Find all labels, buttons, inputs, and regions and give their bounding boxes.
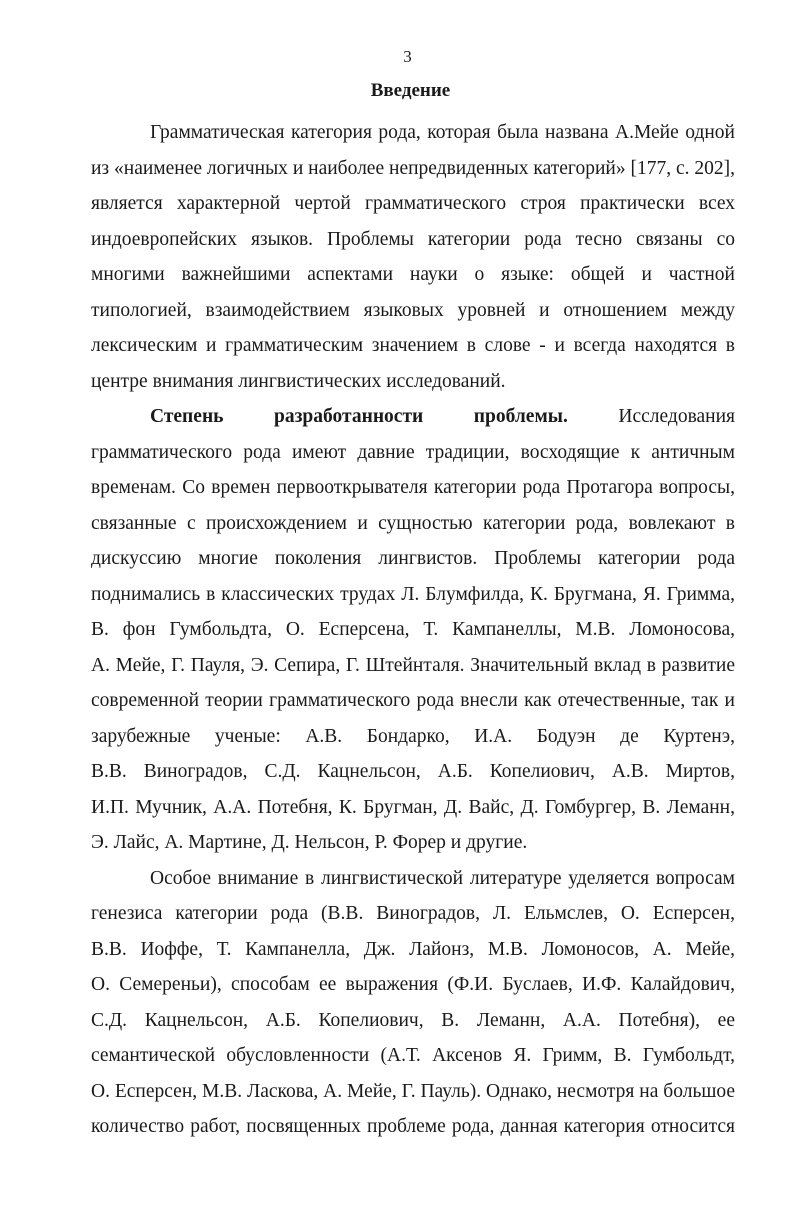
text-line xyxy=(150,403,735,431)
text-line: современной теории грамматического рода внесли как отечественные, так и xyxy=(91,690,735,711)
text-line: поднимались в классических трудах Л. Блумфилда, К. Бругмана, Я. Гримма, xyxy=(91,584,735,605)
text-line: связанные с происхождением и сущностью категории рода, вовлекают в xyxy=(91,513,735,534)
text-line: лексическим и грамматическим значением в слове - и всегда находятся в xyxy=(91,335,735,356)
text-line: генезиса категории рода (В.В. Виноградов, Л. Ельмслев, О. Есперсен, xyxy=(91,903,735,924)
bold-lead-in: Степень разработанности проблемы. xyxy=(150,406,568,427)
text-line: Грамматическая категория рода, которая была названа А.Мейе одной xyxy=(150,122,735,143)
text-line: из «наименее логичных и наиболее непредвиденных категорий» [177, с. 202], xyxy=(91,158,735,179)
text-line: центре внимания лингвистических исследований. xyxy=(91,371,506,392)
text-line: индоевропейских языков. Проблемы категории рода тесно связаны со xyxy=(91,229,735,250)
text-line: О. Семереньи), способам ее выражения (Ф.И. Буслаев, И.Ф. Калайдович, xyxy=(91,974,735,995)
text-line: В.В. Виноградов, С.Д. Кацнельсон, А.Б. Копелиович, А.В. Миртов, xyxy=(91,761,735,782)
section-heading: Введение xyxy=(370,80,451,101)
text-line: зарубежные ученые: А.В. Бондарко, И.А. Бодуэн де Куртенэ, xyxy=(91,726,735,747)
text-line: В.В. Иоффе, Т. Кампанелла, Дж. Лайонз, М.В. Ломоносов, А. Мейе, xyxy=(91,939,735,960)
text-line: количество работ, посвященных проблеме рода, данная категория относится xyxy=(91,1116,735,1137)
text-line: типологией, взаимодействием языковых уровней и отношением между xyxy=(91,300,735,321)
text-line: В. фон Гумбольдта, О. Есперсена, Т. Кампанеллы, М.В. Ломоносова, xyxy=(91,619,735,640)
text-line: И.П. Мучник, А.А. Потебня, К. Бругман, Д. Вайс, Д. Гомбургер, В. Леманн, xyxy=(91,797,735,818)
text-line: временам. Со времен первооткрывателя категории рода Протагора вопросы, xyxy=(91,477,735,498)
text-line: Э. Лайс, А. Мартине, Д. Нельсон, Р. Форер и другие. xyxy=(91,832,528,853)
text-line: семантической обусловленности (А.Т. Аксенов Я. Гримм, В. Гумбольдт, xyxy=(91,1045,735,1066)
page-number: 3 xyxy=(403,47,412,66)
text-line: Особое внимание в лингвистической литературе уделяется вопросам xyxy=(150,868,735,889)
text-fragment: Исследования xyxy=(618,406,735,427)
text-line: многими важнейшими аспектами науки о языке: общей и частной xyxy=(91,264,735,285)
text-line: А. Мейе, Г. Пауля, Э. Сепира, Г. Штейнталя. Значительный вклад в развитие xyxy=(91,655,735,676)
text-line: является характерной чертой грамматического строя практически всех xyxy=(91,193,735,214)
text-line: О. Есперсен, М.В. Ласкова, А. Мейе, Г. Пауль). Однако, несмотря на большое xyxy=(91,1081,735,1102)
text-line: С.Д. Кацнельсон, А.Б. Копелиович, В. Леманн, А.А. Потебня), ее xyxy=(91,1010,735,1031)
text-line: грамматического рода имеют давние традиции, восходящие к античным xyxy=(91,442,735,463)
text-line: дискуссию многие поколения лингвистов. Проблемы категории рода xyxy=(91,548,735,569)
